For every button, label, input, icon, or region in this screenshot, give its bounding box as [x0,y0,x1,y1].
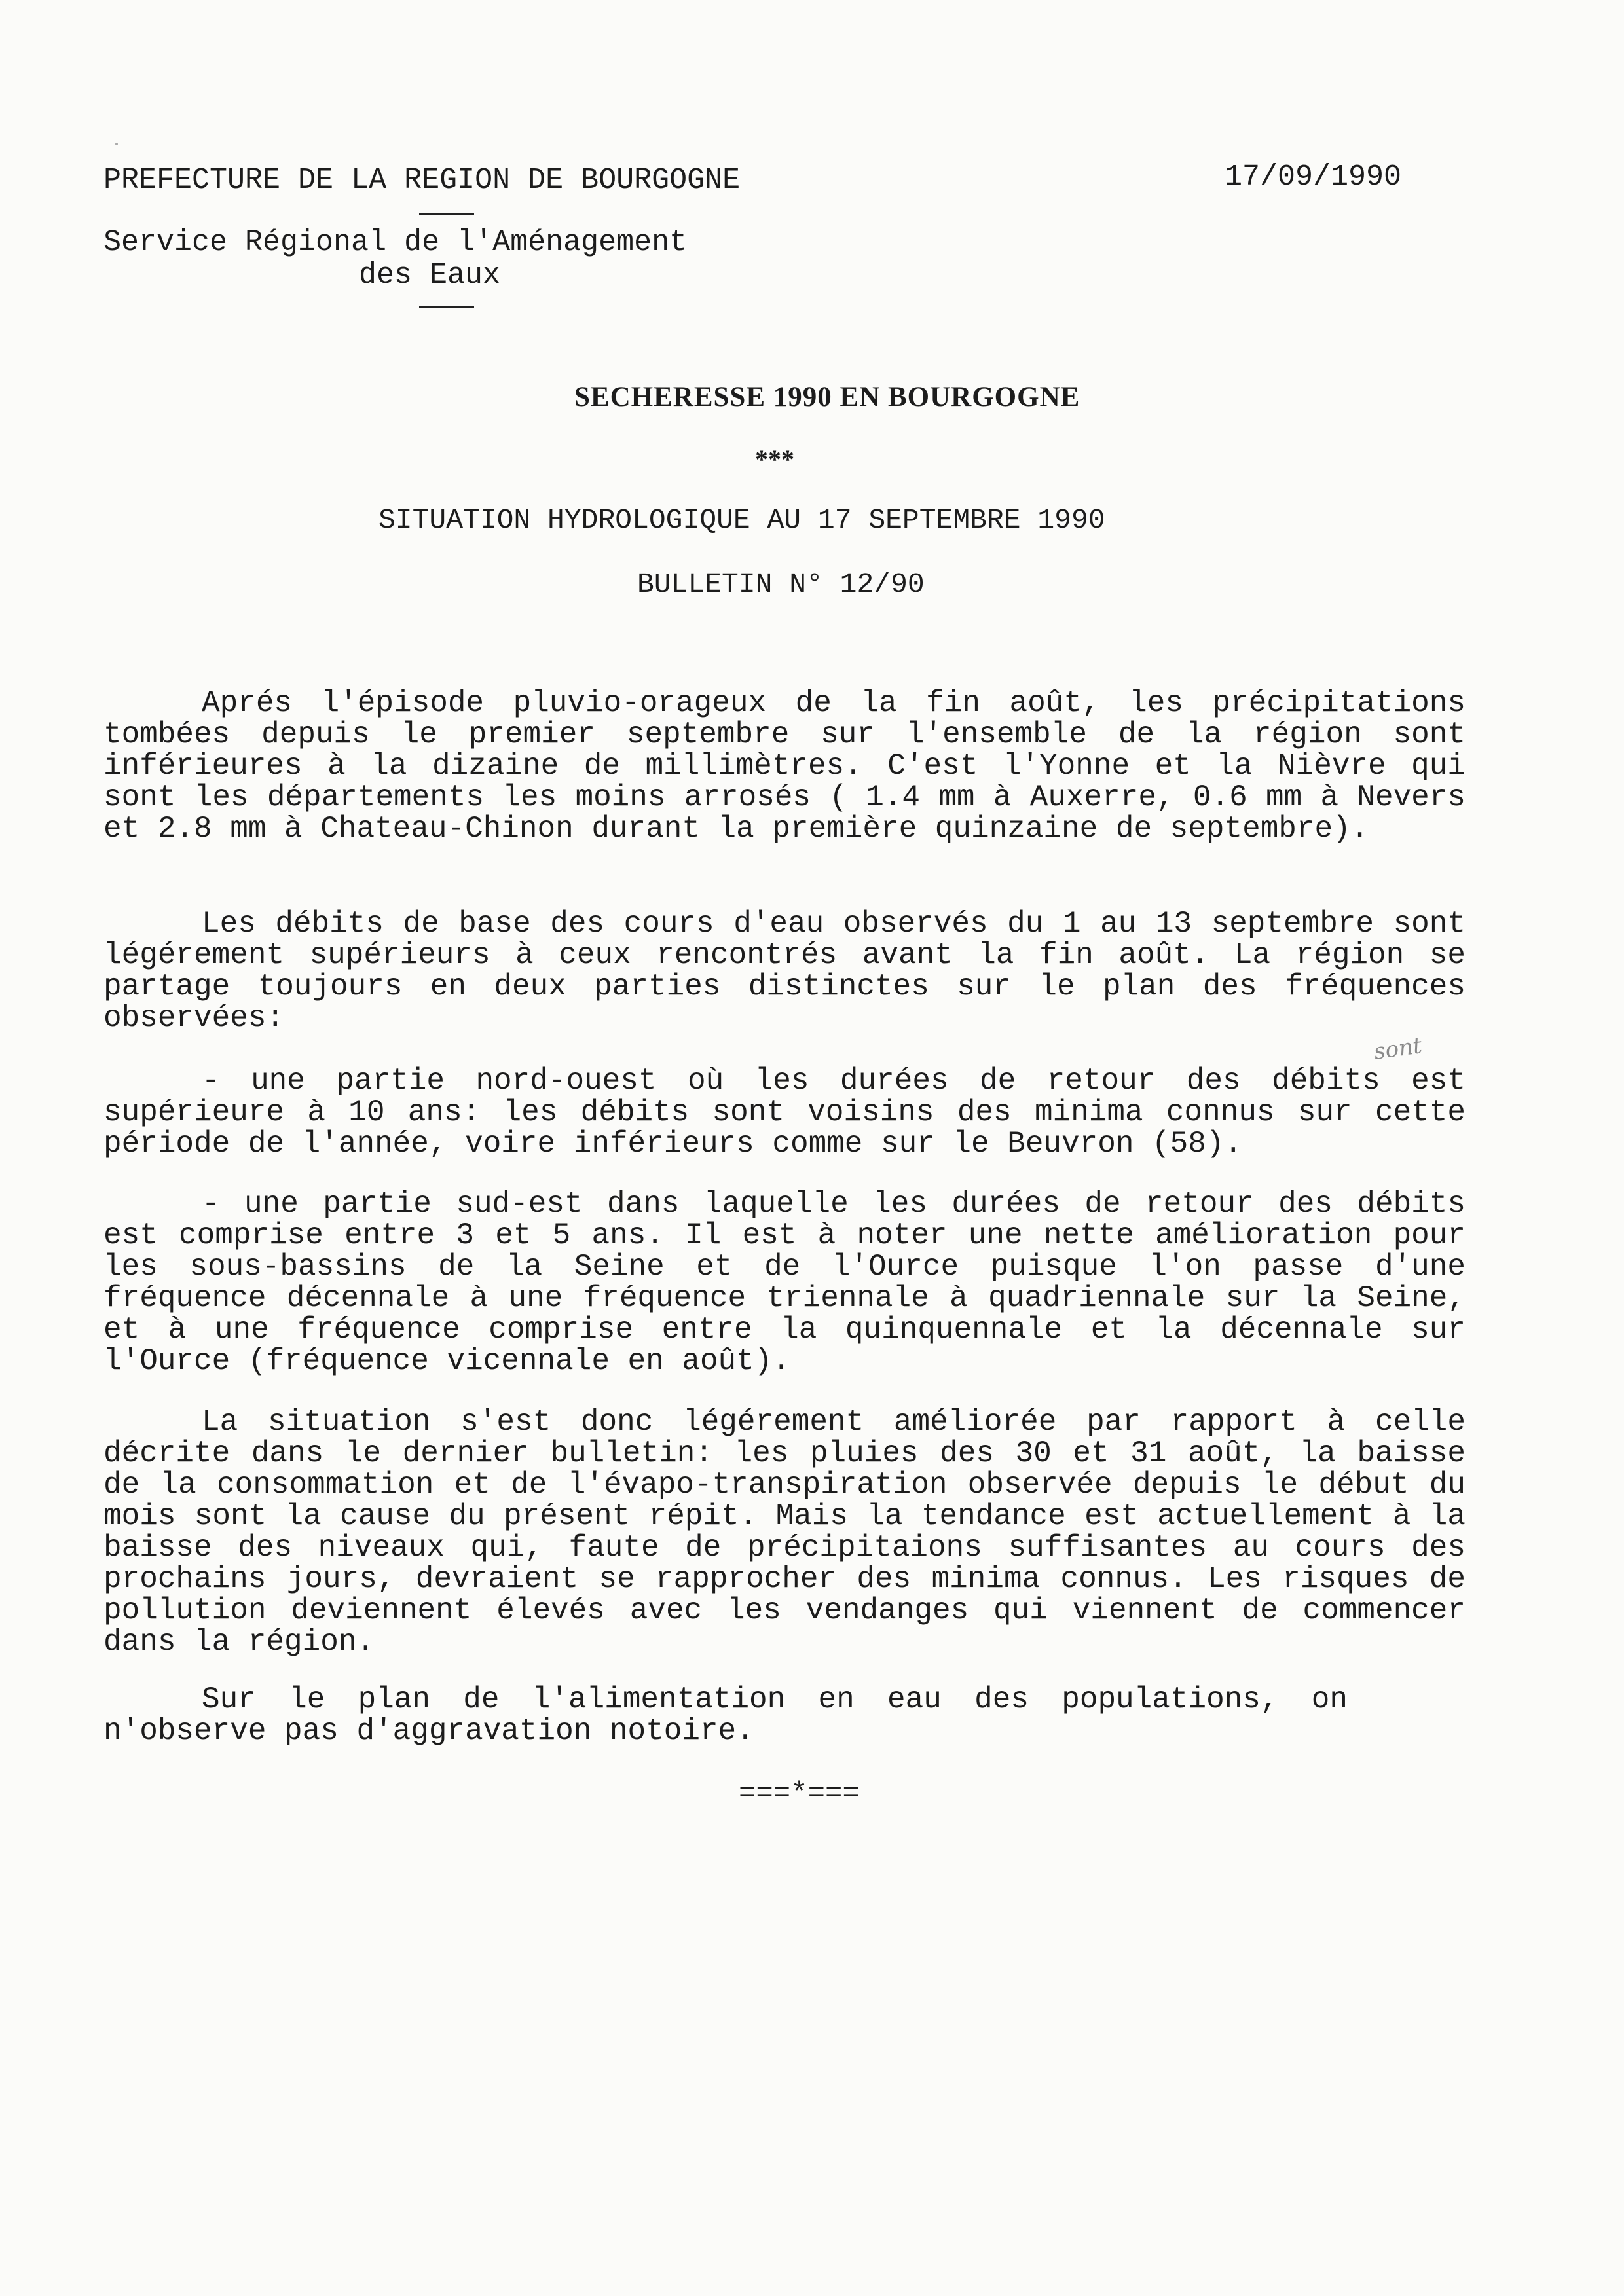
service-line-1: Service Régional de l'Aménagement [103,226,688,259]
title-stars: *** [755,445,794,474]
end-mark: ===*=== [739,1777,860,1810]
document-title: SECHERESSE 1990 EN BOURGOGNE [574,382,1080,412]
service-line-2: des Eaux [359,259,501,292]
header-rule-1 [419,213,474,215]
paragraph-water-supply: Sur le plan de l'alimentation en eau des populations, on n'observe pas d'aggravation notoire. [103,1683,1348,1748]
prefecture-heading: PREFECTURE DE LA REGION DE BOURGOGNE [103,164,741,197]
bulletin-number: BULLETIN N° 12/90 [637,568,925,600]
header-rule-2 [419,306,474,308]
paragraph-situation: La situation s'est donc légérement améliorée par rapport à celle décrite dans le dernier bulletin: les pluies des 30 et 31 août, la baisse de la consommation et de l'évapo-transpiration observée depuis le début du mois sont la cause du présent répit. Mais la tendance est actuellement à la baisse des niveaux qui, faute de précipitaions suffisantes au cours des prochains jours, devraient se rapprocher des minima connus. Les risques de pollution deviennent élevés avec les vendanges qui viennent de commencer dans la région. [103,1405,1466,1659]
paragraph-debits: Les débits de base des cours d'eau observés du 1 au 13 septembre sont légérement supérieurs à ceux rencontrés avant la fin août. La région se partage toujours en deux parties distinctes sur le plan des fréquences observées: [103,907,1466,1035]
document-date: 17/09/1990 [1225,160,1402,194]
list-item-south-east: - une partie sud-est dans laquelle les durées de retour des débits est comprise entre 3 et 5 ans. Il est à noter une nette amélioration pour les sous-bassins de la Seine et de l'Ource puisque l'on passe d'une fréquence décennale à une fréquence triennale à quadriennale sur la Seine, et à une fréquence comprise entre la quinquennale et la décennale sur l'Ource (fréquence vicennale en août). [103,1187,1466,1378]
list-item-north-west: - une partie nord-ouest où les durées de retour des débits est supérieure à 10 ans: les débits sont voisins des minima connus sur cette période de l'année, voire inférieurs comme sur le Beuvron (58). [103,1064,1466,1161]
handwritten-annotation: sont [1372,1032,1424,1065]
situation-subtitle: SITUATION HYDROLOGIQUE AU 17 SEPTEMBRE 1990 [378,504,1105,536]
scan-speck [115,143,118,145]
paragraph-precipitation: Aprés l'épisode pluvio-orageux de la fin août, les précipitations tombées depuis le premier septembre sur l'ensemble de la région sont inférieures à la dizaine de millimètres. C'est l'Yonne et la Nièvre qui sont les départements les moins arrosés ( 1.4 mm à Auxerre, 0.6 mm à Nevers et 2.8 mm à Chateau-Chinon durant la première quinzaine de septembre). [103,686,1466,846]
